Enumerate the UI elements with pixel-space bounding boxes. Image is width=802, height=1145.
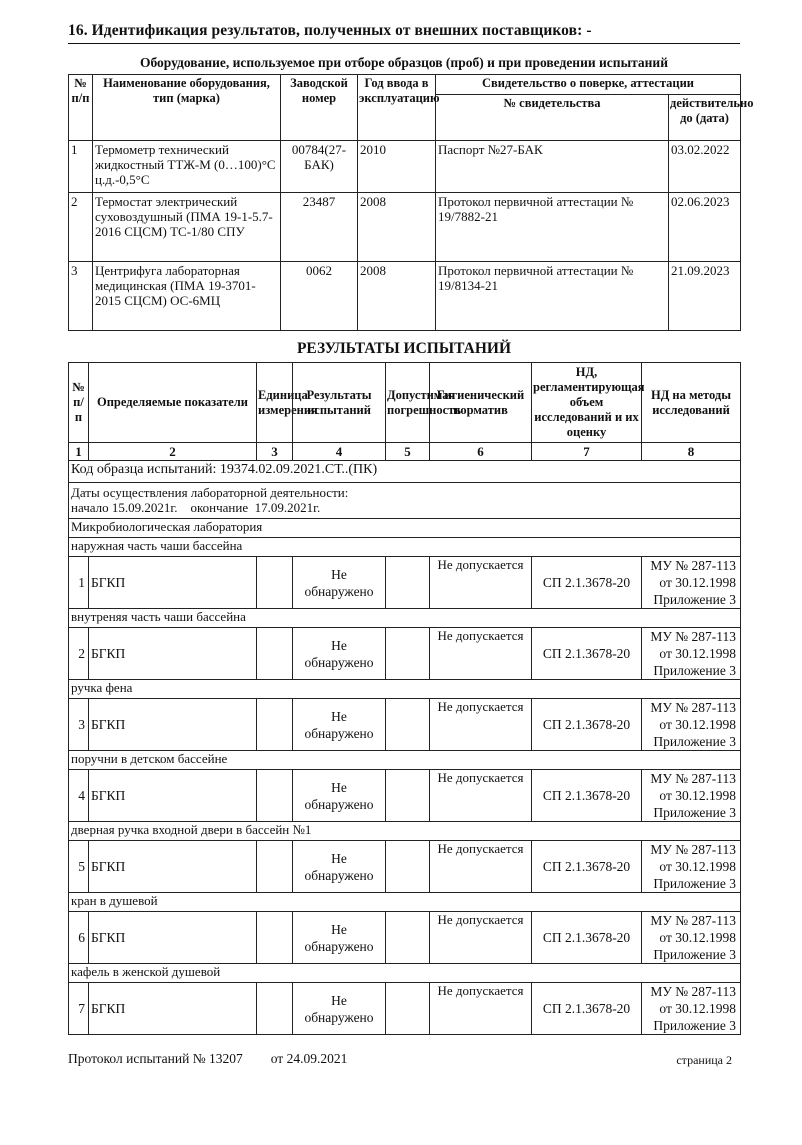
equip-serial: 0062	[281, 262, 358, 331]
result-norm: Не допускается	[430, 557, 532, 609]
result-method	[642, 770, 741, 822]
result-tolerance	[386, 983, 430, 1035]
lab-dates-line-1: Даты осуществления лабораторной деятельности:	[71, 485, 349, 500]
result-method	[642, 557, 741, 609]
result-value	[293, 557, 386, 609]
result-method-line-1: МУ № 287-113	[650, 913, 736, 928]
res-header-nd: НД, регламентирующая объем исследований и их оценку	[532, 363, 642, 443]
sample-location: внутреняя часть чаши бассейна	[69, 609, 741, 628]
col-number: 7	[532, 443, 642, 461]
result-value-line-1: Не	[331, 708, 347, 724]
result-method-line-2: от 30.12.1998	[659, 859, 736, 874]
equip-valid: 21.09.2023	[669, 262, 741, 331]
result-value	[293, 841, 386, 893]
result-method-line-2: от 30.12.1998	[659, 717, 736, 732]
result-tolerance	[386, 557, 430, 609]
equipment-title: Оборудование, используемое при отборе образцов (проб) и при проведении испытаний	[139, 55, 668, 70]
result-tolerance	[386, 628, 430, 680]
equip-name: Центрифуга лабораторная медицинская (ПМА 19-3701-2015 СЦСМ) ОС-6МЦ	[93, 262, 281, 331]
result-row	[69, 912, 741, 964]
equip-header-cert-group: Свидетельство о поверке, аттестации	[436, 75, 741, 95]
result-method-line-3: Приложение 3	[653, 805, 736, 820]
result-method-line-1: МУ № 287-113	[650, 558, 736, 573]
result-method-line-2: от 30.12.1998	[659, 930, 736, 945]
equip-cert: Протокол первичной аттестации № 19/8134-21	[436, 262, 669, 331]
result-method-line-2: от 30.12.1998	[659, 1001, 736, 1016]
result-nd: СП 2.1.3678-20	[532, 770, 642, 822]
result-method-line-1: МУ № 287-113	[650, 629, 736, 644]
equipment-row	[69, 141, 741, 193]
equip-name: Термостат электрический суховоздушный (ПМА 19-1-5.7-2016 СЦСМ) ТС-1/80 СПУ	[93, 193, 281, 262]
result-method-line-2: от 30.12.1998	[659, 575, 736, 590]
equipment-row	[69, 262, 741, 331]
result-row	[69, 557, 741, 609]
sample-location: поручни в детском бассейне	[69, 751, 741, 770]
result-nd: СП 2.1.3678-20	[532, 557, 642, 609]
sample-location: ручка фена	[69, 680, 741, 699]
result-norm: Не допускается	[430, 912, 532, 964]
sample-location: кафель в женской душевой	[69, 964, 741, 983]
col-number: 5	[386, 443, 430, 461]
result-method-line-3: Приложение 3	[653, 734, 736, 749]
result-tolerance	[386, 841, 430, 893]
result-method-line-1: МУ № 287-113	[650, 771, 736, 786]
result-value-line-2: обнаружено	[304, 1009, 374, 1025]
result-row	[69, 841, 741, 893]
equipment-table	[68, 74, 754, 331]
result-nd: СП 2.1.3678-20	[532, 628, 642, 680]
result-norm: Не допускается	[430, 699, 532, 751]
col-number: 1	[69, 443, 89, 461]
result-no: 4	[69, 770, 89, 822]
result-norm: Не допускается	[430, 983, 532, 1035]
result-value	[293, 628, 386, 680]
section-16-heading: 16. Идентификация результатов, полученных от внешних поставщиков: -	[68, 22, 740, 44]
equipment-row	[69, 193, 741, 262]
col-number: 4	[293, 443, 386, 461]
footer-protocol	[68, 1051, 347, 1067]
equip-header-serial: Заводской номер	[281, 75, 358, 141]
result-row	[69, 983, 741, 1035]
col-number: 8	[642, 443, 741, 461]
result-unit	[257, 699, 293, 751]
result-norm: Не допускается	[430, 628, 532, 680]
equip-cert: Паспорт №27-БАК	[436, 141, 669, 193]
result-value	[293, 770, 386, 822]
res-header-method: НД на методы исследований	[642, 363, 741, 443]
result-value-line-2: обнаружено	[304, 725, 374, 741]
footer-protocol-date: от 24.09.2021	[270, 1051, 348, 1066]
result-value	[293, 983, 386, 1035]
result-tolerance	[386, 770, 430, 822]
result-tolerance	[386, 912, 430, 964]
result-value	[293, 699, 386, 751]
result-nd: СП 2.1.3678-20	[532, 699, 642, 751]
result-value-line-1: Не	[331, 637, 347, 653]
result-method-line-3: Приложение 3	[653, 876, 736, 891]
result-indicator: БГКП	[89, 912, 257, 964]
equip-serial: 23487	[281, 193, 358, 262]
result-value-line-1: Не	[331, 566, 347, 582]
res-header-unit: Единица измерения	[257, 363, 293, 443]
result-unit	[257, 983, 293, 1035]
result-norm: Не допускается	[430, 770, 532, 822]
result-tolerance	[386, 699, 430, 751]
equip-header-name: Наименование оборудования, тип (марка)	[93, 75, 281, 141]
result-unit	[257, 628, 293, 680]
result-nd: СП 2.1.3678-20	[532, 912, 642, 964]
result-unit	[257, 557, 293, 609]
equip-valid: 03.02.2022	[669, 141, 741, 193]
col-number: 6	[430, 443, 532, 461]
result-row	[69, 628, 741, 680]
equip-year: 2008	[358, 262, 436, 331]
result-indicator: БГКП	[89, 770, 257, 822]
res-header-indicator: Определяемые показатели	[89, 363, 257, 443]
result-method-line-3: Приложение 3	[653, 947, 736, 962]
result-row	[69, 699, 741, 751]
result-value-line-2: обнаружено	[304, 654, 374, 670]
column-number-row	[69, 443, 741, 461]
result-indicator: БГКП	[89, 841, 257, 893]
equip-no: 1	[69, 141, 93, 193]
result-method-line-3: Приложение 3	[653, 592, 736, 607]
result-value-line-2: обнаружено	[304, 867, 374, 883]
result-method-line-1: МУ № 287-113	[650, 700, 736, 715]
lab-name: Микробиологическая лаборатория	[69, 519, 741, 538]
equip-year: 2010	[358, 141, 436, 193]
result-no: 7	[69, 983, 89, 1035]
res-header-tolerance: Допустимая погрешность	[386, 363, 430, 443]
equip-name: Термометр технический жидкостный ТТЖ-М (0…100)°С ц.д.-0,5°С	[93, 141, 281, 193]
result-method-line-3: Приложение 3	[653, 663, 736, 678]
result-value-line-1: Не	[331, 921, 347, 937]
result-no: 2	[69, 628, 89, 680]
equip-header-no: № п/п	[69, 75, 93, 141]
result-row	[69, 770, 741, 822]
result-method-line-1: МУ № 287-113	[650, 984, 736, 999]
result-method	[642, 912, 741, 964]
result-indicator: БГКП	[89, 557, 257, 609]
result-method-line-3: Приложение 3	[653, 1018, 736, 1033]
equip-no: 2	[69, 193, 93, 262]
result-value-line-2: обнаружено	[304, 796, 374, 812]
result-method-line-2: от 30.12.1998	[659, 646, 736, 661]
res-header-norm: Гигиенический норматив	[430, 363, 532, 443]
col-number: 3	[257, 443, 293, 461]
result-value-line-1: Не	[331, 992, 347, 1008]
result-method-line-2: от 30.12.1998	[659, 788, 736, 803]
footer-page-number: страница 2	[676, 1053, 732, 1067]
result-method	[642, 628, 741, 680]
results-table	[68, 362, 741, 1035]
result-no: 1	[69, 557, 89, 609]
lab-dates	[69, 483, 741, 519]
col-number: 2	[89, 443, 257, 461]
result-no: 5	[69, 841, 89, 893]
footer-protocol-number: Протокол испытаний № 13207	[68, 1051, 243, 1066]
result-value-line-2: обнаружено	[304, 583, 374, 599]
equip-serial: 00784(27-БАК)	[281, 141, 358, 193]
sample-location: дверная ручка входной двери в бассейн №1	[69, 822, 741, 841]
result-value	[293, 912, 386, 964]
equip-no: 3	[69, 262, 93, 331]
result-method-line-1: МУ № 287-113	[650, 842, 736, 857]
result-unit	[257, 770, 293, 822]
result-value-line-1: Не	[331, 779, 347, 795]
res-header-result: Результаты испытаний	[293, 363, 386, 443]
sample-location: наружная часть чаши бассейна	[69, 538, 741, 557]
result-nd: СП 2.1.3678-20	[532, 983, 642, 1035]
result-indicator: БГКП	[89, 983, 257, 1035]
result-indicator: БГКП	[89, 699, 257, 751]
result-norm: Не допускается	[430, 841, 532, 893]
result-value-line-2: обнаружено	[304, 938, 374, 954]
result-method	[642, 841, 741, 893]
equip-cert: Протокол первичной аттестации № 19/7882-21	[436, 193, 669, 262]
equip-header-valid: действительно до (дата)	[669, 95, 741, 141]
result-method	[642, 983, 741, 1035]
result-nd: СП 2.1.3678-20	[532, 841, 642, 893]
result-indicator: БГКП	[89, 628, 257, 680]
equip-header-cert-no: № свидетельства	[436, 95, 669, 141]
results-title: РЕЗУЛЬТАТЫ ИСПЫТАНИЙ	[296, 340, 512, 357]
sample-location: кран в душевой	[69, 893, 741, 912]
result-unit	[257, 841, 293, 893]
equip-header-year: Год ввода в эксплуатацию	[358, 75, 436, 141]
equip-year: 2008	[358, 193, 436, 262]
res-header-no: № п/п	[69, 363, 89, 443]
lab-dates-line-2: начало 15.09.2021г. окончание 17.09.2021г.	[71, 500, 321, 515]
result-no: 6	[69, 912, 89, 964]
result-method	[642, 699, 741, 751]
equip-valid: 02.06.2023	[669, 193, 741, 262]
result-value-line-1: Не	[331, 850, 347, 866]
sample-code: Код образца испытаний: 19374.02.09.2021.СТ..(ПК)	[69, 461, 741, 483]
result-unit	[257, 912, 293, 964]
result-no: 3	[69, 699, 89, 751]
